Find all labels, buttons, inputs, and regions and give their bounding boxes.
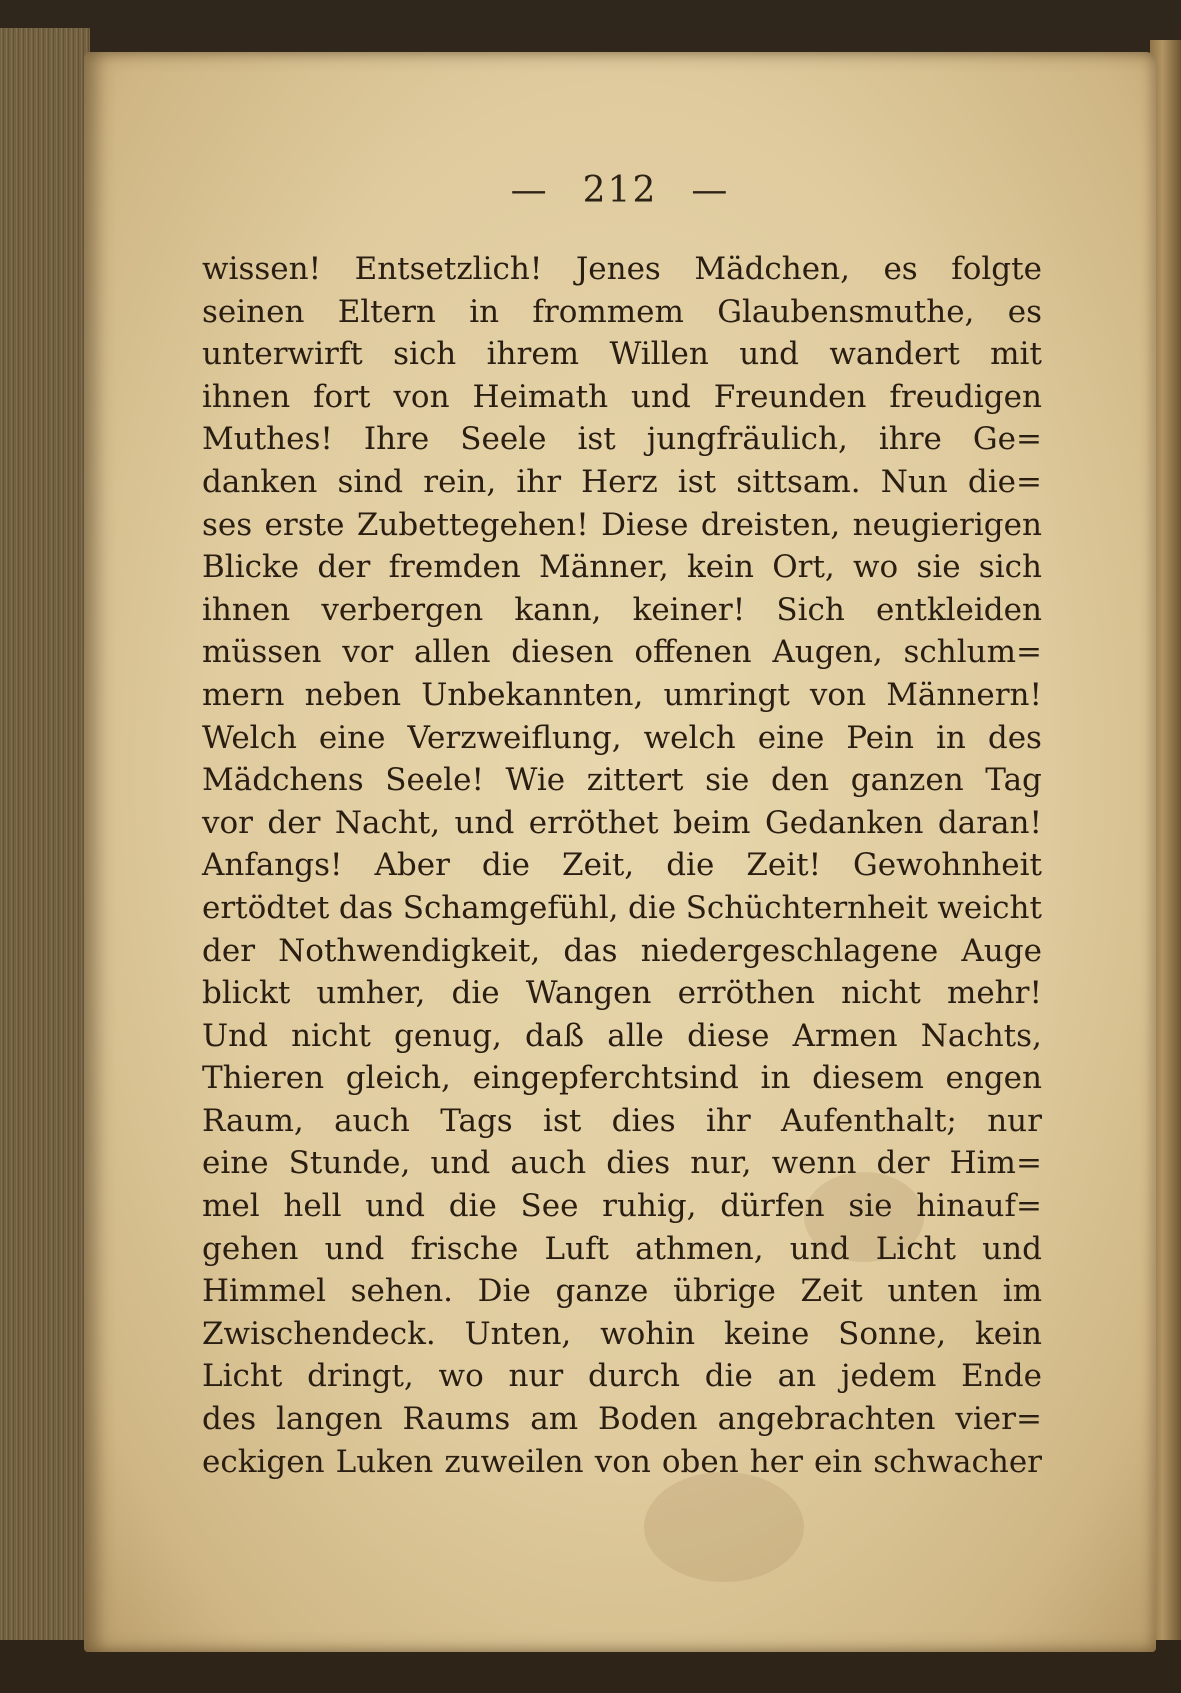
text-line: Muthes! Ihre Seele ist jungfräulich, ihre Ge=: [202, 421, 1042, 458]
text-line: Himmel sehen. Die ganze übrige Zeit unten im: [202, 1273, 1042, 1310]
page-number: 212: [582, 170, 658, 211]
text-line: ihnen verbergen kann, keiner! Sich entkleiden: [202, 591, 1042, 628]
text-line: ihnen fort von Heimath und Freunden freudigen: [202, 378, 1042, 415]
text-line: blickt umher, die Wangen erröthen nicht mehr!: [202, 975, 1042, 1012]
text-line: wissen! Entsetzlich! Jenes Mädchen, es folgte: [202, 251, 1042, 287]
text-line: Blicke der fremden Männer, kein Ort, wo sie sich: [202, 549, 1042, 586]
text-line: gehen und frische Luft athmen, und Licht und: [202, 1230, 1042, 1267]
text-line: seinen Eltern in frommem Glaubensmuthe, es: [202, 293, 1042, 330]
text-line: unterwirft sich ihrem Willen und wandert mit: [202, 336, 1042, 373]
text-line: Raum, auch Tags ist dies ihr Aufenthalt; nur: [202, 1102, 1042, 1139]
text-line: Anfangs! Aber die Zeit, die Zeit! Gewohnheit: [202, 847, 1042, 884]
text-line: eckigen Luken zuweilen von oben her ein schwacher: [202, 1443, 1042, 1480]
body-text: [202, 248, 1042, 1483]
book-page: [84, 52, 1156, 1652]
text-line: Mädchens Seele! Wie zittert sie den ganzen Tag: [202, 762, 1042, 799]
page-header: [84, 170, 1156, 211]
text-line: der Nothwendigkeit, das niedergeschlagene Auge: [202, 932, 1042, 969]
text-line: eine Stunde, und auch dies nur, wenn der Him=: [202, 1145, 1042, 1182]
text-line: Thieren gleich, eingepferchtsind in diesem engen: [202, 1060, 1042, 1097]
header-dash-right: —: [691, 170, 730, 211]
text-line: ertödtet das Schamgefühl, die Schüchternheit weicht: [202, 889, 1042, 926]
paper-stain: [644, 1472, 804, 1582]
text-line: Welch eine Verzweiflung, welch eine Pein in des: [202, 719, 1042, 756]
text-line: müssen vor allen diesen offenen Augen, schlum=: [202, 634, 1042, 671]
book-page-edges: [0, 28, 90, 1693]
text-line: mel hell und die See ruhig, dürfen sie hinauf=: [202, 1188, 1042, 1225]
text-line: des langen Raums am Boden angebrachten vier=: [202, 1401, 1042, 1438]
text-line: Zwischendeck. Unten, wohin keine Sonne, kein: [202, 1315, 1042, 1352]
text-line: Und nicht genug, daß alle diese Armen Nachts,: [202, 1017, 1042, 1054]
text-line: ses erste Zubettegehen! Diese dreisten, neugierigen: [202, 506, 1042, 543]
text-line: danken sind rein, ihr Herz ist sittsam. Nun die=: [202, 463, 1042, 500]
header-dash-left: —: [510, 170, 549, 211]
text-line: Licht dringt, wo nur durch die an jedem Ende: [202, 1358, 1042, 1395]
text-line: vor der Nacht, und erröthet beim Gedanken daran!: [202, 804, 1042, 841]
text-line: mern neben Unbekannten, umringt von Männern!: [202, 676, 1042, 713]
